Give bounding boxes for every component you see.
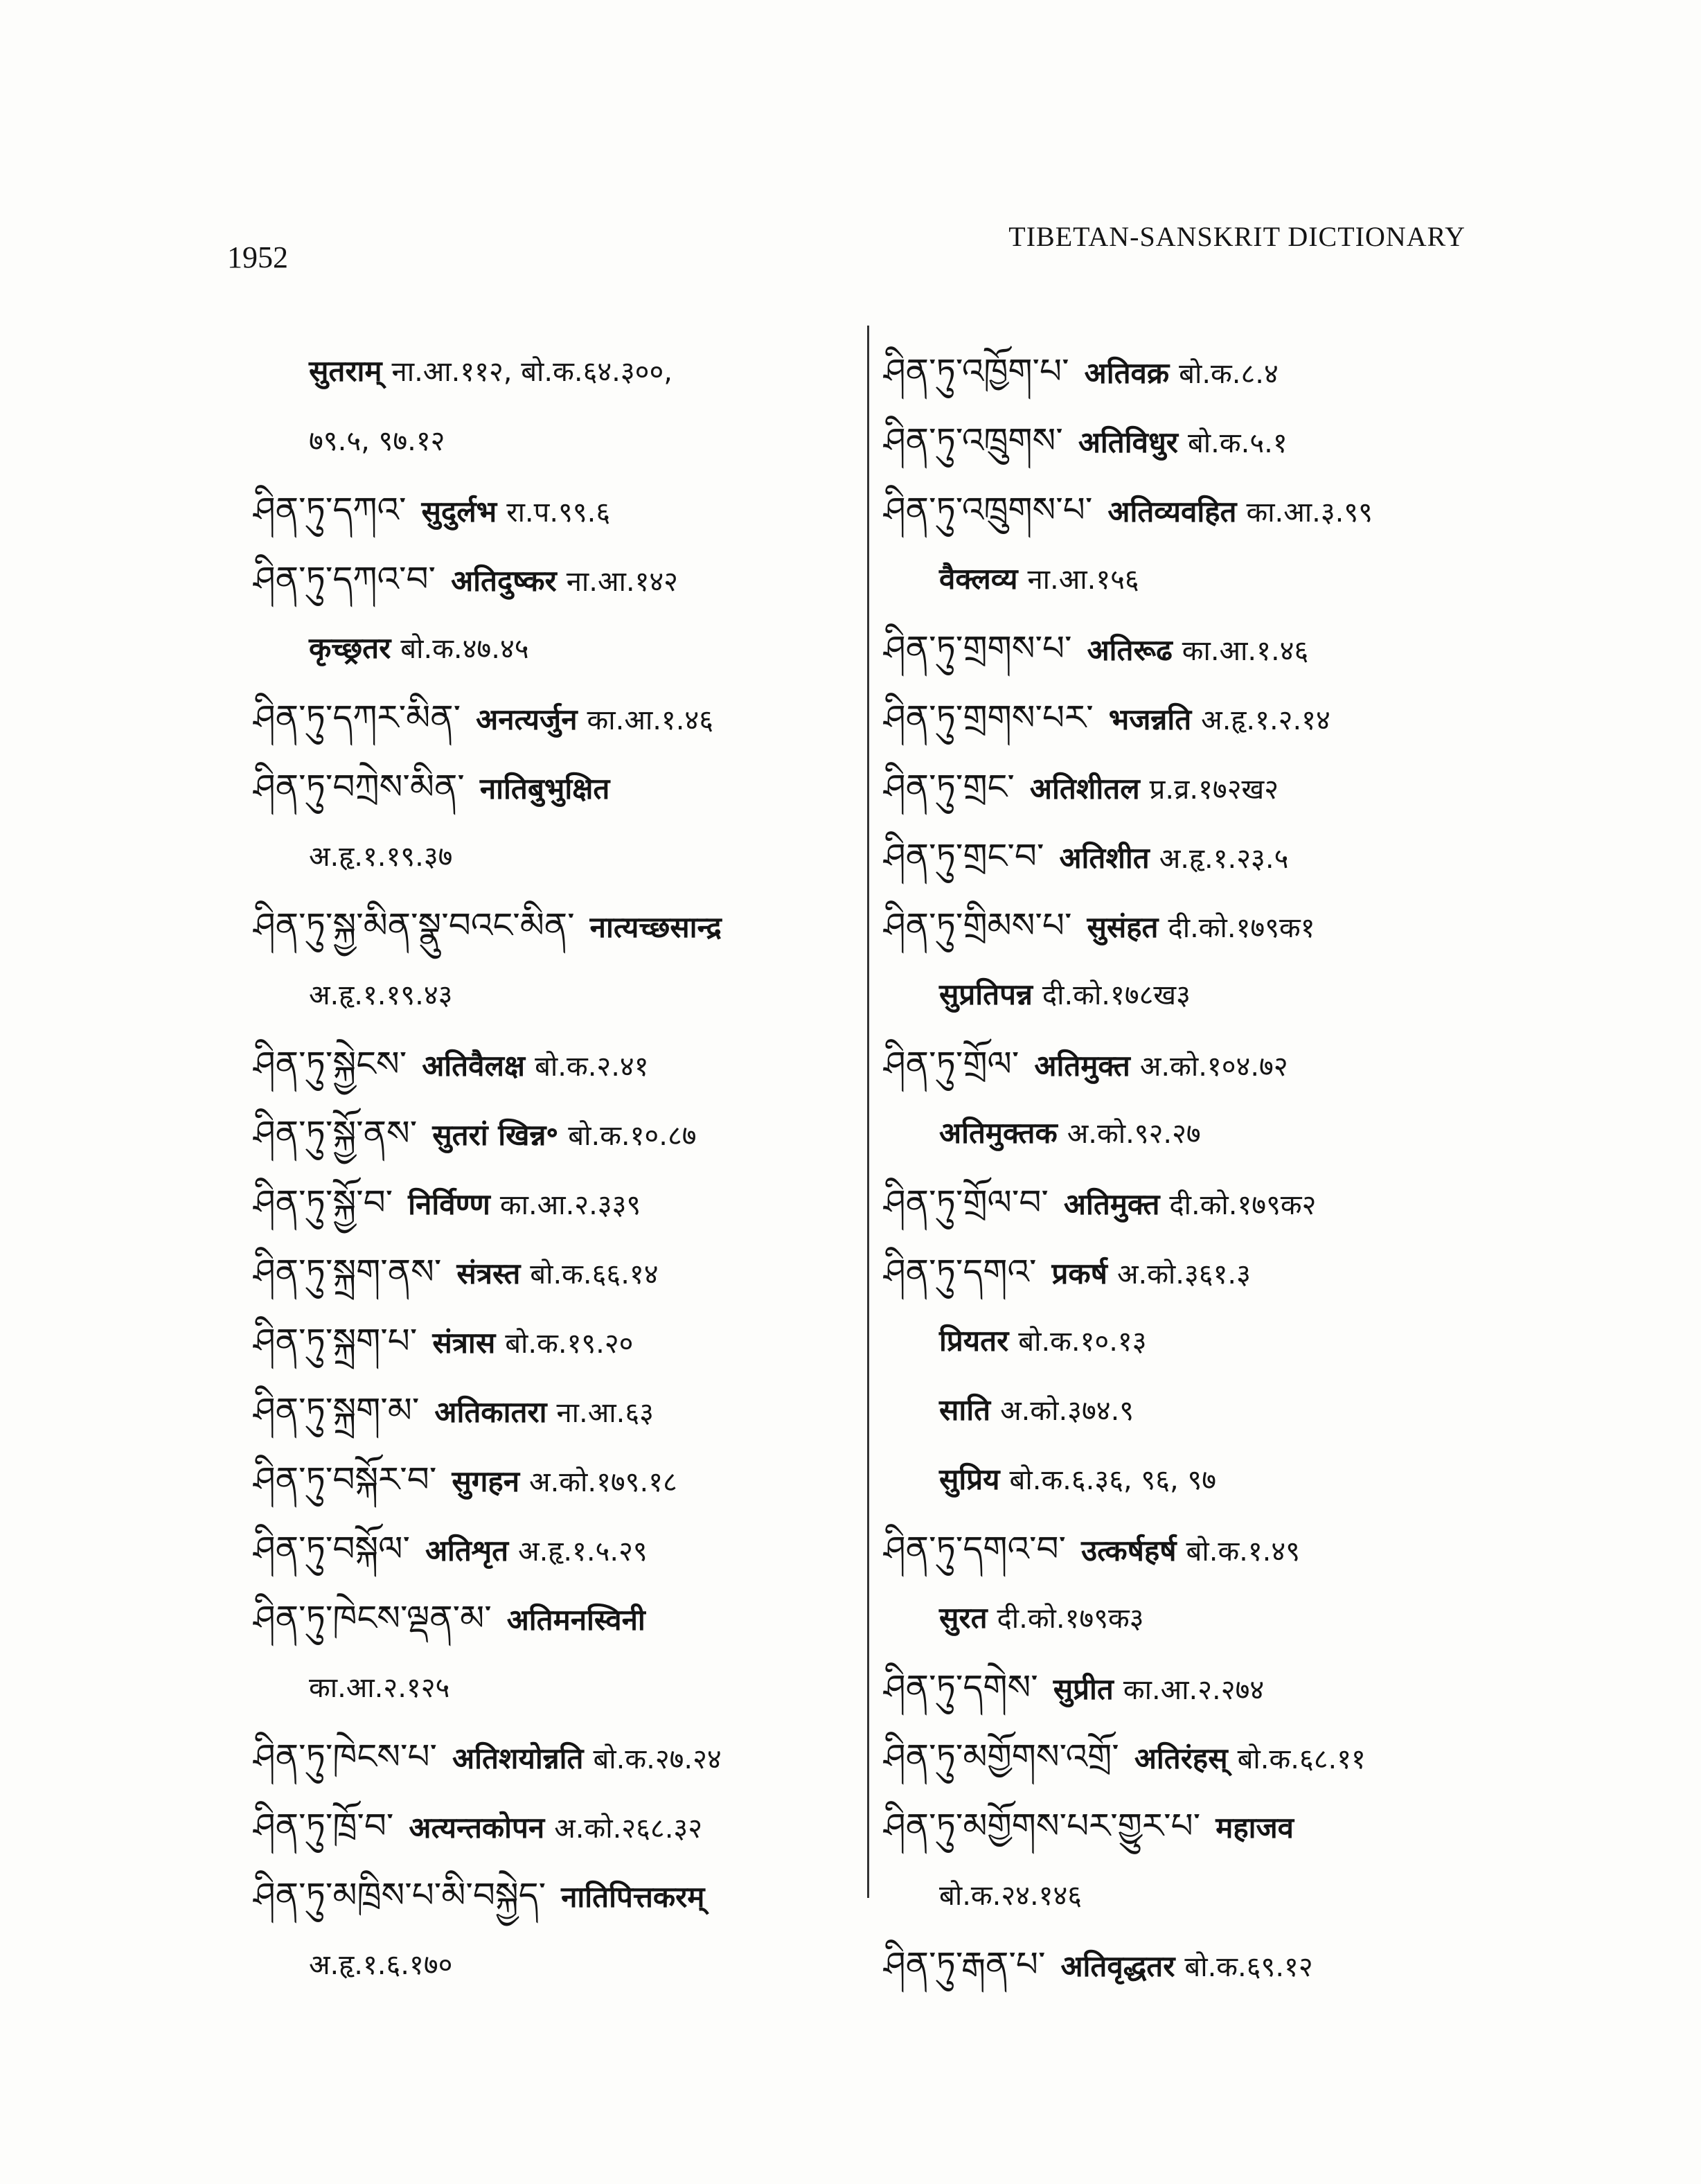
dictionary-line: [253, 1653, 863, 1722]
sanskrit-equivalent: सुगहन: [452, 1464, 520, 1498]
source-reference: बो.क.६६.१४: [530, 1259, 659, 1290]
sanskrit-equivalent: संत्रस्त: [456, 1257, 521, 1290]
dictionary-line: [884, 614, 1493, 683]
sanskrit-equivalent: अतिकातरा: [434, 1395, 547, 1429]
dictionary-line: [884, 1722, 1493, 1791]
source-reference: ना.आ.६३: [556, 1397, 654, 1429]
sanskrit-equivalent: अत्यन्तकोपन: [409, 1811, 545, 1845]
dictionary-line: [884, 1099, 1493, 1168]
dictionary-line: [253, 1445, 863, 1514]
source-reference: बो.क.४७.४५: [400, 633, 529, 665]
sanskrit-equivalent: अनत्यर्जुन: [476, 702, 578, 736]
dictionary-line: [884, 1306, 1493, 1376]
source-reference: अ.हृ.१.२.१४: [1201, 704, 1330, 736]
sanskrit-equivalent: अतिव्यवहित: [1107, 495, 1237, 529]
source-reference: अ.को.२६८.३२: [554, 1813, 703, 1845]
sanskrit-equivalent: सुदुर्लभ: [421, 495, 497, 529]
sanskrit-equivalent: अतिवक्र: [1084, 356, 1170, 390]
source-reference: ना.आ.११२, बो.क.६४.३००,: [391, 356, 673, 388]
sanskrit-equivalent: अतिशीत: [1059, 841, 1150, 875]
tibetan-headword: ཤིན་ཏུ་སྐྱོ་ནས་: [253, 1113, 418, 1153]
tibetan-headword: ཤིན་ཏུ་གྲོལ་: [884, 1044, 1019, 1084]
source-reference: अ.को.३६१.३: [1116, 1259, 1251, 1290]
sanskrit-equivalent: अतिमुक्त: [1034, 1049, 1130, 1083]
dictionary-line: [253, 683, 863, 752]
dictionary-line: [253, 1791, 863, 1861]
source-reference: ना.आ.१४२: [566, 566, 678, 598]
sanskrit-equivalent: सुप्रीत: [1053, 1672, 1114, 1706]
source-reference: अ.को.३७४.९: [1000, 1395, 1134, 1427]
dictionary-line: [253, 1583, 863, 1653]
dictionary-line: [253, 752, 863, 822]
sanskrit-equivalent: सुप्रिय: [939, 1462, 1000, 1496]
source-reference: दी.को.१७९क१: [1168, 912, 1315, 944]
source-reference: दी.को.१७८ख३: [1042, 979, 1191, 1011]
tibetan-headword: ཤིན་ཏུ་གྲོལ་བ་: [884, 1182, 1049, 1223]
dictionary-line: [253, 1237, 863, 1306]
tibetan-headword: ཤིན་ཏུ་དཀའ་བ་: [253, 559, 436, 599]
tibetan-headword: ཤིན་ཏུ་སྐྲག་པ་: [253, 1321, 418, 1361]
dictionary-line: [884, 1861, 1493, 1930]
tibetan-headword: ཤིན་ཏུ་གྲང་: [884, 767, 1015, 807]
page-header: [0, 0, 1701, 291]
dictionary-line: [884, 752, 1493, 822]
dictionary-line: [884, 1029, 1493, 1099]
source-reference: बो.क.६८.११: [1237, 1743, 1366, 1775]
dictionary-line: [253, 1099, 863, 1168]
tibetan-headword: ཤིན་ཏུ་མགྱོགས་པར་གྱུར་པ་: [884, 1806, 1201, 1846]
source-reference: बो.क.६.३६, ९६, ९७: [1009, 1464, 1217, 1496]
dictionary-line: [253, 475, 863, 544]
source-reference: दी.को.१७९क२: [1169, 1189, 1317, 1221]
tibetan-headword: ཤིན་ཏུ་དགའ་: [884, 1252, 1037, 1292]
source-reference: ना.आ.१५६: [1027, 564, 1139, 596]
dictionary-line: [884, 1583, 1493, 1653]
source-reference: अ.हृ.१.१९.४३: [309, 979, 453, 1011]
source-reference: का.आ.३.९९: [1246, 497, 1373, 529]
sanskrit-equivalent: अतिमुक्तक: [939, 1116, 1058, 1150]
source-reference: का.आ.१.४६: [1182, 635, 1309, 667]
tibetan-headword: ཤིན་ཏུ་འཁྲུགས་པ་: [884, 490, 1093, 530]
tibetan-headword: ཤིན་ཏུ་རྒན་པ་: [884, 1944, 1046, 1985]
source-reference: बो.क.५.१: [1187, 427, 1288, 459]
page-number: 1952: [227, 240, 288, 274]
sanskrit-equivalent: अतिरूढ: [1087, 633, 1173, 667]
sanskrit-equivalent: सुरत: [939, 1601, 988, 1635]
tibetan-headword: ཤིན་ཏུ་འཁྱོག་པ་: [884, 351, 1069, 391]
dictionary-line: [253, 1168, 863, 1237]
sanskrit-equivalent: अतिवैलक्ष: [422, 1049, 526, 1083]
dictionary-line: [253, 614, 863, 683]
source-reference: बो.क.२४.१४६: [939, 1880, 1083, 1912]
source-reference: का.आ.२.२७४: [1123, 1674, 1265, 1706]
tibetan-headword: ཤིན་ཏུ་སྐྲག་མ་: [253, 1390, 420, 1430]
source-reference: का.आ.१.४६: [587, 704, 714, 736]
dictionary-line: [253, 1722, 863, 1791]
sanskrit-equivalent: महाजव: [1215, 1811, 1294, 1845]
source-reference: प्र.व्र.१७२ख२: [1149, 774, 1279, 806]
tibetan-headword: ཤིན་ཏུ་མགྱོགས་འགྲོ་: [884, 1737, 1119, 1777]
dictionary-line: [253, 544, 863, 614]
sanskrit-equivalent: साति: [939, 1393, 991, 1427]
dictionary-line: [884, 1514, 1493, 1583]
sanskrit-equivalent: सुप्रतिपन्न: [939, 977, 1033, 1011]
dictionary-line: [253, 960, 863, 1029]
dictionary-line: [884, 1791, 1493, 1861]
dictionary-line: [884, 406, 1493, 475]
dictionary-line: [884, 1168, 1493, 1237]
tibetan-headword: ཤིན་ཏུ་དཀར་མིན་: [253, 698, 461, 738]
dictionary-line: [884, 1376, 1493, 1445]
source-reference: रा.प.९९.६: [506, 497, 611, 529]
tibetan-headword: ཤིན་ཏུ་དགེས་: [884, 1667, 1038, 1707]
dictionary-line: [253, 1376, 863, 1445]
sanskrit-equivalent: निर्विण्ण: [408, 1187, 490, 1221]
tibetan-headword: ཤིན་ཏུ་ཁེངས་ལྡན་མ་: [253, 1598, 492, 1638]
sanskrit-equivalent: प्रकर्ष: [1051, 1257, 1107, 1290]
source-reference: अ.हृ.१.६.१७०: [309, 1949, 453, 1981]
tibetan-headword: ཤིན་ཏུ་བསྐོལ་: [253, 1529, 410, 1569]
dictionary-line: [253, 1306, 863, 1376]
dictionary-line: [253, 891, 863, 960]
right-column: [884, 337, 1493, 1999]
source-reference: का.आ.२.१२५: [309, 1672, 450, 1704]
tibetan-headword: ཤིན་ཏུ་གྲགས་པ་: [884, 628, 1072, 668]
source-reference: अ.हृ.१.२३.५: [1159, 843, 1289, 875]
tibetan-headword: ཤིན་ཏུ་བསྐོར་བ་: [253, 1459, 437, 1500]
sanskrit-equivalent: कृच्छ्रतर: [309, 631, 391, 665]
tibetan-headword: ཤིན་ཏུ་སྐྱེངས་: [253, 1044, 407, 1084]
source-reference: बो.क.८.४: [1179, 358, 1279, 390]
dictionary-line: [884, 960, 1493, 1029]
sanskrit-equivalent: सुतराम्: [309, 354, 382, 388]
source-reference: अ.को.१०४.७२: [1139, 1051, 1288, 1083]
dictionary-line: [253, 406, 863, 475]
sanskrit-equivalent: अतिशृत: [425, 1534, 509, 1568]
sanskrit-equivalent: अतिशयोन्नति: [452, 1741, 584, 1775]
tibetan-headword: ཤིན་ཏུ་སྐྲག་ནས་: [253, 1252, 442, 1292]
sanskrit-equivalent: सुतरां खिन्न॰: [432, 1118, 559, 1152]
tibetan-headword: ཤིན་ཏུ་དཀའ་: [253, 490, 407, 530]
tibetan-headword: ཤིན་ཏུ་དགའ་བ་: [884, 1529, 1067, 1569]
sanskrit-equivalent: अतिविधुर: [1078, 425, 1178, 459]
dictionary-line: [253, 1514, 863, 1583]
dictionary-line: [884, 337, 1493, 406]
tibetan-headword: ཤིན་ཏུ་སྐྱ་མིན་སྣུ་བའང་མིན་: [253, 905, 575, 945]
source-reference: अ.हृ.१.५.२९: [518, 1536, 648, 1568]
left-column: [253, 337, 863, 1999]
source-reference: बो.क.१९.२०: [505, 1328, 634, 1360]
running-title: TIBETAN-SANSKRIT DICTIONARY: [1008, 221, 1466, 252]
sanskrit-equivalent: अतिमुक्त: [1063, 1187, 1160, 1221]
tibetan-headword: ཤིན་ཏུ་གྲགས་པར་: [884, 698, 1094, 738]
sanskrit-equivalent: सुसंहत: [1087, 910, 1159, 944]
tibetan-headword: ཤིན་ཏུ་སྐྱོ་བ་: [253, 1182, 393, 1223]
dictionary-line: [884, 891, 1493, 960]
dictionary-line: [884, 1445, 1493, 1514]
source-reference: बो.क.२.४१: [535, 1051, 649, 1083]
source-reference: दी.को.१७९क३: [997, 1603, 1144, 1635]
sanskrit-equivalent: प्रियतर: [939, 1324, 1009, 1358]
sanskrit-equivalent: नातिबुभुक्षित: [479, 772, 610, 806]
source-reference: ७९.५, ९७.१२: [309, 425, 445, 457]
source-reference: अ.को.१७९.१८: [529, 1466, 677, 1498]
source-reference: का.आ.२.३३९: [499, 1189, 641, 1221]
source-reference: अ.को.९२.२७: [1067, 1118, 1201, 1150]
sanskrit-equivalent: अतिमनस्विनी: [506, 1603, 645, 1637]
tibetan-headword: ཤིན་ཏུ་འཁྲུགས་: [884, 420, 1063, 461]
dictionary-line: [884, 1653, 1493, 1722]
tibetan-headword: ཤིན་ཏུ་བཀྲེས་མིན་: [253, 767, 465, 807]
sanskrit-equivalent: अतिवृद्धतर: [1060, 1949, 1175, 1983]
dictionary-line: [253, 822, 863, 891]
sanskrit-equivalent: अतिशीतल: [1029, 772, 1140, 806]
dictionary-line: [253, 337, 863, 406]
source-reference: बो.क.१.४९: [1186, 1536, 1300, 1568]
source-reference: अ.हृ.१.१९.३७: [309, 841, 453, 873]
sanskrit-equivalent: भजन्नति: [1108, 702, 1192, 736]
dictionary-line: [884, 544, 1493, 614]
tibetan-headword: ཤིན་ཏུ་ཁྲོ་བ་: [253, 1806, 394, 1846]
source-reference: बो.क.६९.१२: [1184, 1951, 1313, 1983]
tibetan-headword: ཤིན་ཏུ་གྲང་བ་: [884, 836, 1044, 876]
sanskrit-equivalent: नातिपित्तकरम्: [561, 1880, 705, 1914]
dictionary-line: [253, 1861, 863, 1930]
source-reference: बो.क.१०.१३: [1018, 1326, 1147, 1358]
dictionary-line: [253, 1930, 863, 1999]
tibetan-headword: ཤིན་ཏུ་ཁེངས་པ་: [253, 1737, 437, 1777]
tibetan-headword: ཤིན་ཏུ་མཁྲིས་པ་མི་བསྐྱེད་: [253, 1875, 546, 1915]
sanskrit-equivalent: अतिरंहस्: [1134, 1741, 1228, 1775]
sanskrit-equivalent: वैक्लव्य: [939, 562, 1018, 596]
sanskrit-equivalent: अतिदुष्कर: [451, 564, 557, 598]
dictionary-line: [884, 475, 1493, 544]
dictionary-line: [253, 1029, 863, 1099]
sanskrit-equivalent: उत्कर्षहर्ष: [1081, 1534, 1177, 1568]
dictionary-line: [884, 683, 1493, 752]
tibetan-headword: ཤིན་ཏུ་གྲིམས་པ་: [884, 905, 1072, 945]
sanskrit-equivalent: नात्यच्छसान्द्र: [589, 910, 722, 944]
dictionary-line: [884, 822, 1493, 891]
source-reference: बो.क.१०.८७: [568, 1120, 697, 1152]
dictionary-line: [884, 1930, 1493, 1999]
sanskrit-equivalent: संत्रास: [432, 1326, 496, 1360]
source-reference: बो.क.२७.२४: [593, 1743, 722, 1775]
column-divider: [867, 326, 869, 1898]
dictionary-line: [884, 1237, 1493, 1306]
